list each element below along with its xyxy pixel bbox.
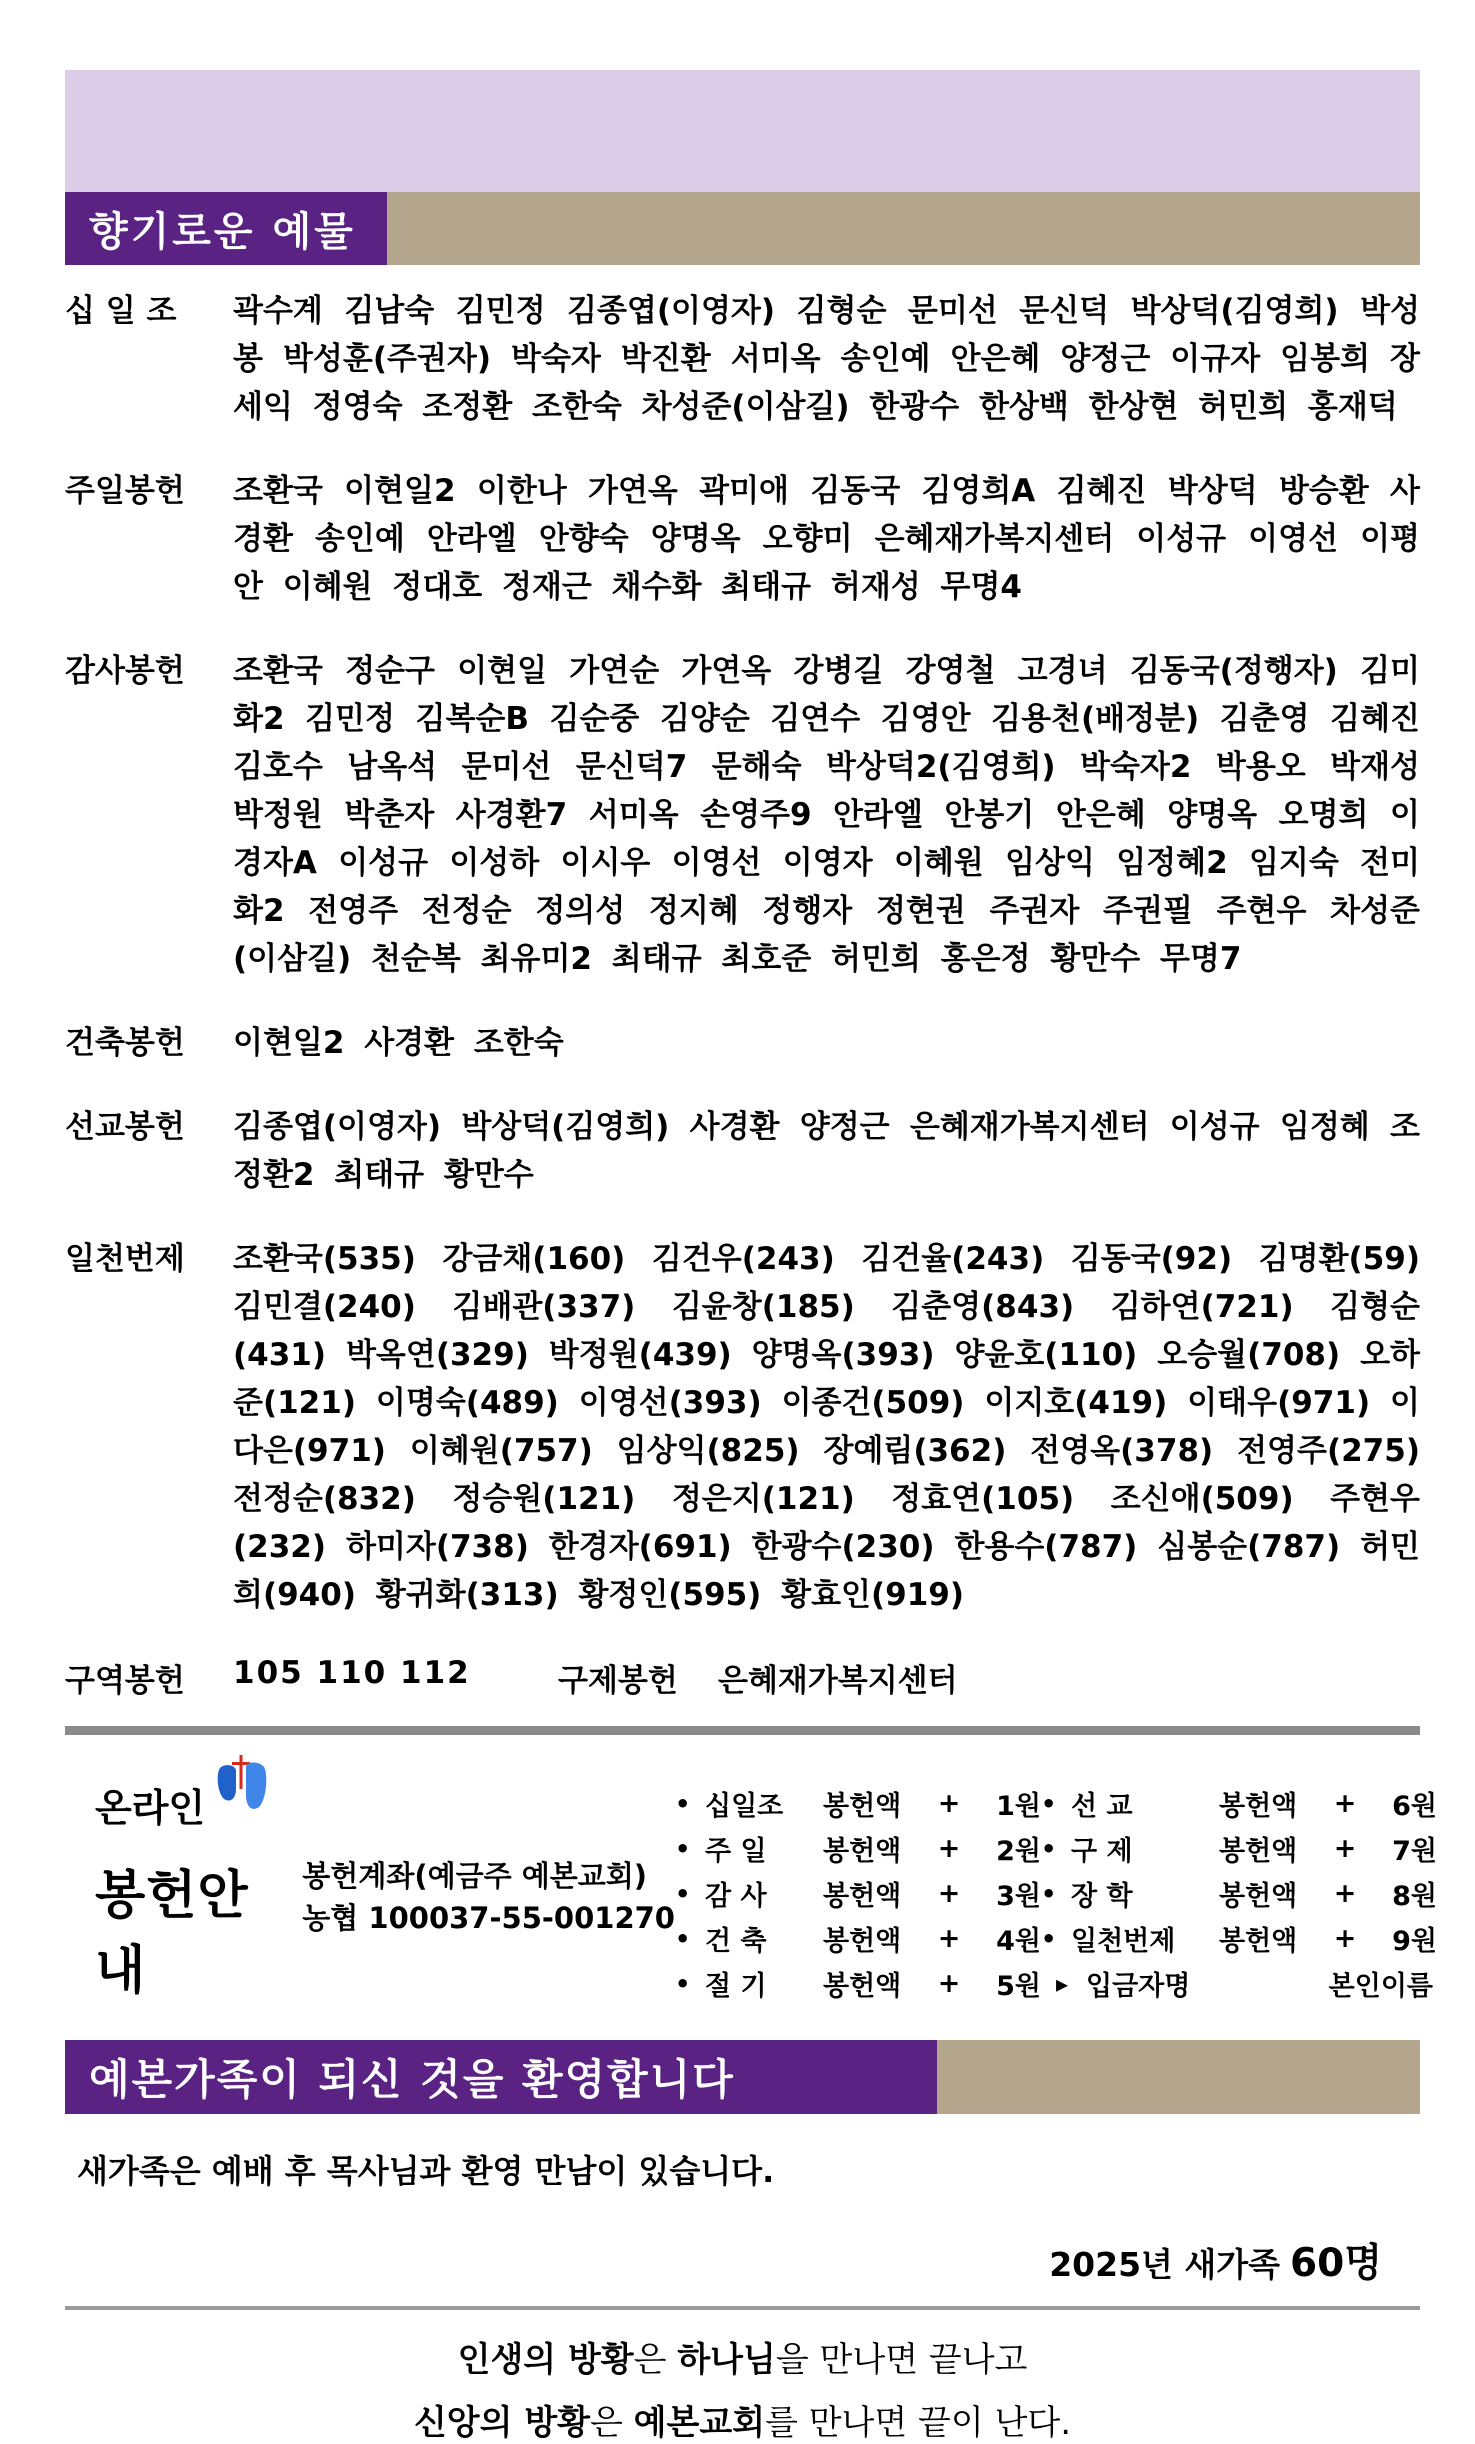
bullet-icon: • — [675, 1879, 691, 1908]
online-label: 온라인 — [95, 1786, 206, 1830]
offering-code-row — [675, 1916, 1437, 1961]
quote-emphasis: 신앙의 방황 — [413, 2403, 591, 2443]
code-field: 봉헌액 — [1219, 1791, 1298, 1822]
quote-emphasis: 인생의 방황 — [457, 2340, 634, 2380]
section-label: 일천번제 — [65, 1241, 185, 1277]
newcomer-stat-line — [65, 2232, 1420, 2288]
quote-text: 은 — [590, 2403, 634, 2443]
bullet-icon: • — [1041, 1789, 1057, 1818]
quote-line-2 — [65, 2395, 1420, 2444]
section-sunday-offering — [65, 467, 1420, 611]
code-field: 봉헌액 — [823, 1836, 902, 1867]
offering-guide-label: 봉헌안내 — [95, 1866, 249, 2001]
quote-text: 은 — [633, 2340, 678, 2380]
code-item — [675, 1874, 1041, 1913]
section-label: 감사봉헌 — [65, 653, 185, 689]
code-item — [675, 1919, 1041, 1958]
section-mission-offering — [65, 1103, 1420, 1199]
quote-emphasis: 예본교회 — [633, 2403, 766, 2443]
deposit-name-value: 본인이름 — [1328, 1971, 1433, 2002]
relief-offering-label: 구제봉헌 — [558, 1663, 678, 1699]
code-label: 일천번제 — [1071, 1926, 1176, 1957]
account-number: 농협 100037-55-001270 — [302, 1901, 675, 1935]
section-thousand-offerings — [65, 1235, 1420, 1619]
online-giving-brand-area — [65, 1755, 675, 2006]
online-brand-row — [95, 1755, 675, 1839]
code-item — [675, 1829, 1041, 1868]
plus-sign: + — [1333, 1923, 1357, 1954]
newcomer-stat-prefix: 2025년 새가족 — [1049, 2245, 1281, 2284]
quote-text: 를 만나면 끝이 난다. — [765, 2403, 1072, 2443]
newcomer-notice: 새가족은 예배 후 목사님과 환영 만남이 있습니다. — [77, 2152, 775, 2190]
code-field: 봉헌액 — [1219, 1881, 1298, 1912]
arrow-bullet-icon: ▸ — [1056, 1969, 1069, 1998]
plus-sign: + — [937, 1968, 961, 1999]
section-tithe — [65, 287, 1420, 431]
offering-sections — [65, 287, 1420, 1619]
bullet-icon: • — [1041, 1879, 1057, 1908]
district-offering-value: 105 110 112 — [233, 1655, 471, 1691]
bullet-icon: • — [1041, 1924, 1057, 1953]
welcome-title: 예본가족이 되신 것을 환영합니다 — [65, 2040, 937, 2114]
code-amount: 4원 — [996, 1926, 1041, 1957]
code-field: 봉헌액 — [823, 1971, 902, 2002]
code-item — [1041, 1919, 1437, 1958]
online-guide-row — [95, 1853, 675, 2003]
plus-sign: + — [937, 1923, 961, 1954]
section-names: 조환국(535) 강금채(160) 김건우(243) 김건율(243) 김동국(92) 김명환(59) 김민결(240) 김배관(337) 김윤창(185) 김춘영(843) 김하연(721) 김형순(431) 박옥연(329) 박정원(439) 양명옥(393) 양윤호(110) 오승월(708) 오하준(121) 이명숙(489) 이영선(393) 이종건(509) 이지호(419) 이태우(971) 이다은(971) 이혜원(757) 임상익(825) 장예림(362) 전영옥(378) 전영주(275) 전정순(832) 정승원(121) 정은지(121) 정효연(105) 조신애(509) 주현우(232) 하미자(738) 한경자(691) 한광수(230) 한용수(787) 심봉순(787) 허민희(940) 황귀화(313) 황정인(595) 황효인(919) — [233, 1241, 1420, 1613]
section-thanksgiving-offering — [65, 647, 1420, 983]
code-label: 절 기 — [705, 1971, 767, 2002]
section-label: 건축봉헌 — [65, 1025, 185, 1061]
deposit-name-item — [1056, 1964, 1437, 2003]
section-building-offering — [65, 1019, 1420, 1067]
section-label: 선교봉헌 — [65, 1109, 185, 1145]
code-field: 봉헌액 — [1219, 1926, 1298, 1957]
code-label: 주 일 — [705, 1836, 767, 1867]
offerings-header — [65, 192, 1420, 265]
quote-line-1 — [65, 2332, 1420, 2381]
offerings-title: 향기로운 예물 — [65, 192, 387, 265]
offering-code-row — [675, 1871, 1437, 1916]
offering-code-row — [675, 1781, 1437, 1826]
bullet-icon: • — [675, 1834, 691, 1863]
code-amount: 8원 — [1392, 1881, 1437, 1912]
code-item — [1041, 1784, 1437, 1823]
offering-code-list — [675, 1755, 1437, 2006]
bullet-icon: • — [675, 1969, 691, 1998]
newcomer-count: 60명 — [1290, 2241, 1382, 2286]
district-offering-label: 구역봉헌 — [65, 1663, 185, 1699]
code-field: 봉헌액 — [1219, 1836, 1298, 1867]
account-holder: 봉헌계좌(예금주 예본교회) — [302, 1859, 648, 1893]
quote-divider — [65, 2306, 1420, 2310]
plus-sign: + — [1333, 1878, 1357, 1909]
offering-code-row — [675, 1826, 1437, 1871]
code-item — [675, 1964, 1056, 2003]
section-label: 주일봉헌 — [65, 473, 185, 509]
relief-offering-value: 은혜재가복지센터 — [718, 1663, 958, 1699]
offering-code-row — [675, 1961, 1437, 2006]
bullet-icon: • — [675, 1789, 691, 1818]
plus-sign: + — [937, 1788, 961, 1819]
welcome-header — [65, 2040, 1420, 2114]
plus-sign: + — [937, 1878, 961, 1909]
section-names: 김종엽(이영자) 박상덕(김영희) 사경환 양정근 은혜재가복지센터 이성규 임정혜 조정환2 최태규 황만수 — [233, 1109, 1420, 1193]
code-field: 봉헌액 — [823, 1791, 902, 1822]
bulletin-page — [0, 70, 1475, 2443]
online-giving-block — [65, 1755, 1437, 2006]
top-lavender-band — [65, 70, 1420, 192]
section-names: 조환국 정순구 이현일 가연순 가연옥 강병길 강영철 고경녀 김동국(정행자) 김미화2 김민정 김복순B 김순중 김양순 김연수 김영안 김용천(배정분) 김춘영 김혜진 김호수 남옥석 문미선 문신덕7 문해숙 박상덕2(김영희) 박숙자2 박용오 박재성 박정원 박춘자 사경환7 서미옥 손영주9 안라엘 안봉기 안은혜 양명옥 오명희 이경자A 이성규 이성하 이시우 이영선 이영자 이혜원 임상익 임정혜2 임지숙 전미화2 전영주 전정순 정의성 정지혜 정행자 정현권 주권자 주권필 주현우 차성준(이삼길) 천순복 최유미2 최태규 최호준 허민희 홍은정 황만수 무명7 — [233, 653, 1420, 977]
code-label: 장 학 — [1071, 1881, 1133, 1912]
section-names: 이현일2 사경환 조한숙 — [233, 1025, 564, 1061]
code-amount: 1원 — [996, 1791, 1041, 1822]
code-amount: 6원 — [1392, 1791, 1437, 1822]
plus-sign: + — [937, 1833, 961, 1864]
code-label: 감 사 — [705, 1881, 767, 1912]
code-label: 선 교 — [1071, 1791, 1133, 1822]
account-info — [302, 1855, 675, 2003]
bullet-icon: • — [675, 1924, 691, 1953]
code-amount: 5원 — [996, 1971, 1041, 2002]
code-item — [1041, 1829, 1437, 1868]
welcome-header-tan-bar — [937, 2040, 1420, 2114]
quote-emphasis: 하나님 — [677, 2340, 776, 2380]
quote-text: 을 만나면 끝나고 — [775, 2340, 1028, 2380]
code-field: 봉헌액 — [823, 1881, 902, 1912]
code-label: 십일조 — [705, 1791, 784, 1822]
code-amount: 9원 — [1392, 1926, 1437, 1957]
code-amount: 7원 — [1392, 1836, 1437, 1867]
code-amount: 3원 — [996, 1881, 1041, 1912]
code-field: 봉헌액 — [823, 1926, 902, 1957]
deposit-name-label: 입금자명 — [1086, 1971, 1191, 2002]
section-label: 십 일 조 — [65, 293, 177, 329]
code-amount: 2원 — [996, 1836, 1041, 1867]
code-label: 건 축 — [705, 1926, 767, 1957]
district-relief-row — [65, 1655, 1420, 1700]
code-item — [1041, 1874, 1437, 1913]
plus-sign: + — [1333, 1788, 1357, 1819]
church-logo-icon — [213, 1755, 271, 1839]
bullet-icon: • — [1041, 1834, 1057, 1863]
section-names: 곽수계 김남숙 김민정 김종엽(이영자) 김형순 문미선 문신덕 박상덕(김영희) 박성봉 박성훈(주권자) 박숙자 박진환 서미옥 송인예 안은혜 양정근 이규자 임봉희 장세익 정영숙 조정환 조한숙 차성준(이삼길) 한광수 한상백 한상현 허민희 홍재덕 — [233, 293, 1420, 425]
code-item — [675, 1784, 1041, 1823]
offerings-header-tan-bar — [387, 192, 1420, 265]
plus-sign: + — [1333, 1833, 1357, 1864]
section-divider — [65, 1726, 1420, 1735]
section-names: 조환국 이현일2 이한나 가연옥 곽미애 김동국 김영희A 김혜진 박상덕 방승환 사경환 송인예 안라엘 안향숙 양명옥 오향미 은혜재가복지센터 이성규 이영선 이평안 이혜원 정대호 정재근 채수화 최태규 허재성 무명4 — [233, 473, 1420, 605]
code-label: 구 제 — [1071, 1836, 1133, 1867]
